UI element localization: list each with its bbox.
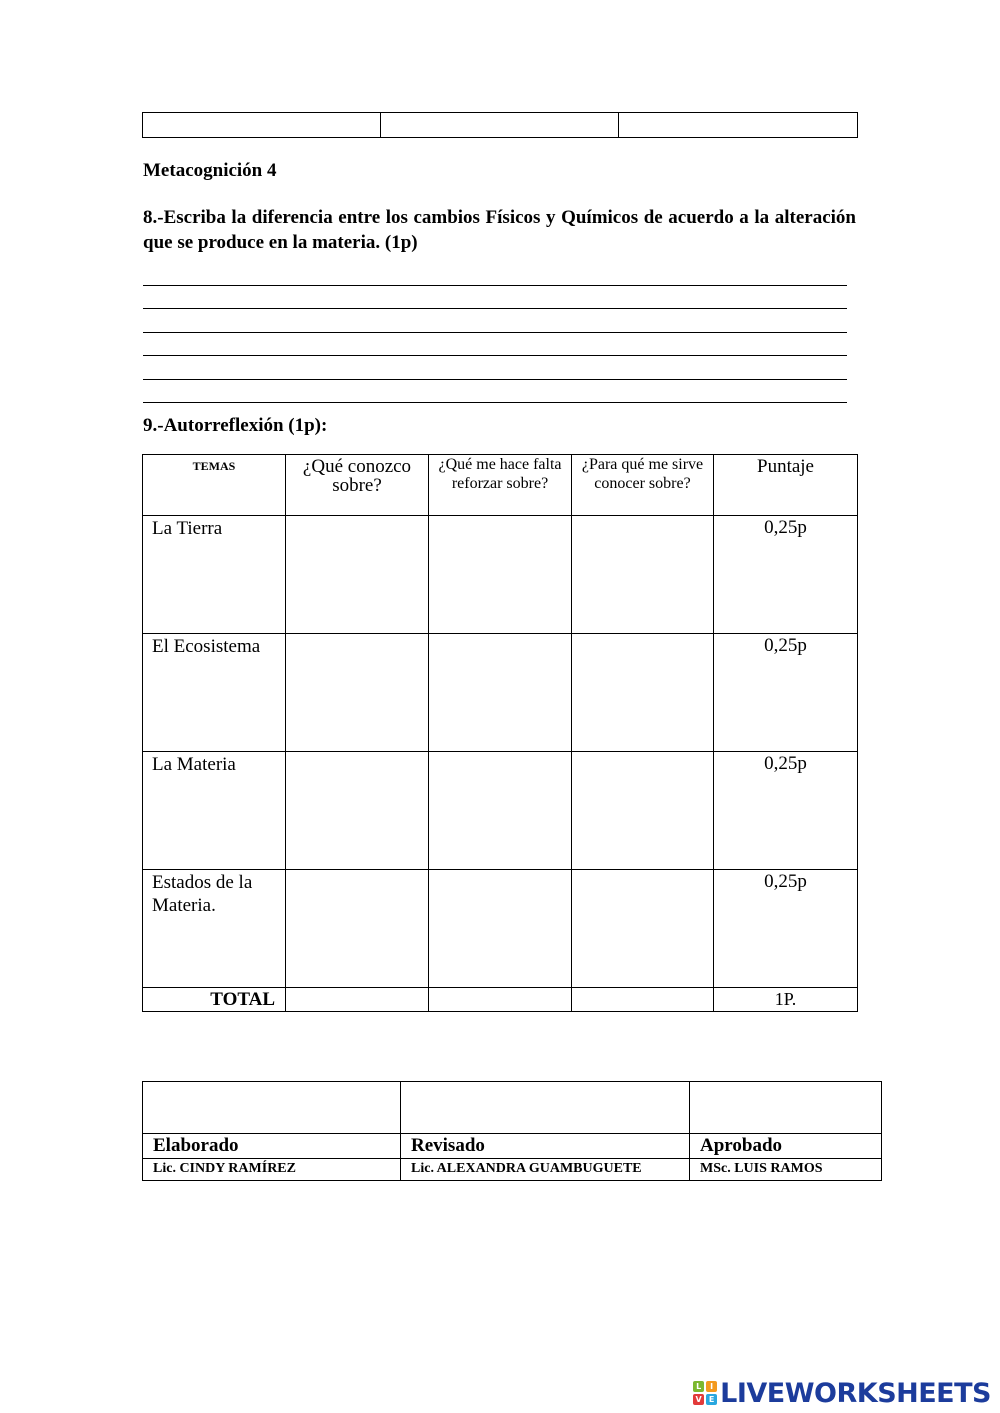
question-8-text: 8.-Escriba la diferencia entre los cambios Físicos y Químicos de acuerdo a la alteración que se produce en la materia. (1p) (143, 207, 856, 253)
total-blank-cell (286, 988, 429, 1012)
blank-cell[interactable] (143, 113, 381, 138)
answer-cell[interactable] (286, 634, 429, 752)
top-blank-table (142, 112, 858, 138)
header-que-conozco: ¿Qué conozco sobre? (286, 455, 429, 516)
answer-line[interactable] (143, 380, 847, 404)
logo-letter: V (693, 1394, 704, 1405)
total-score: 1P. (714, 988, 858, 1012)
logo-letter: L (693, 1381, 704, 1392)
header-que-reforzar: ¿Qué me hace falta reforzar sobre? (429, 455, 572, 516)
role-aprobado: Aprobado (690, 1134, 882, 1159)
signature-table (142, 1081, 882, 1181)
signature-space (690, 1082, 882, 1134)
section-title: Metacognición 4 (143, 160, 277, 181)
table-row (143, 752, 858, 870)
score-cell: 0,25p (714, 516, 858, 634)
answer-line[interactable] (143, 309, 847, 333)
role-elaborado: Elaborado (143, 1134, 401, 1159)
table-row (143, 516, 858, 634)
logo-letter: I (706, 1381, 717, 1392)
answer-cell[interactable] (572, 516, 714, 634)
total-row (143, 988, 858, 1012)
total-blank-cell (572, 988, 714, 1012)
header-para-que-sirve: ¿Para qué me sirve conocer sobre? (572, 455, 714, 516)
answer-line[interactable] (143, 333, 847, 357)
total-label: TOTAL (143, 988, 286, 1012)
header-temas: TEMAS (143, 455, 286, 516)
header-puntaje: Puntaje (714, 455, 858, 516)
topic-cell: La Materia (143, 752, 286, 870)
topic-cell: Estados de la Materia. (143, 870, 286, 988)
blank-cell[interactable] (381, 113, 619, 138)
name-elaborado: Lic. CINDY RAMÍREZ (143, 1159, 401, 1181)
logo-letter: E (706, 1394, 717, 1405)
answer-cell[interactable] (572, 634, 714, 752)
score-cell: 0,25p (714, 634, 858, 752)
topic-cell: La Tierra (143, 516, 286, 634)
table-row (143, 870, 858, 988)
signature-space (143, 1082, 401, 1134)
total-blank-cell (429, 988, 572, 1012)
liveworksheets-logo-icon (693, 1381, 717, 1405)
answer-line[interactable] (143, 262, 847, 286)
answer-cell[interactable] (286, 516, 429, 634)
answer-cell[interactable] (429, 870, 572, 988)
answer-lines[interactable] (143, 262, 847, 403)
role-revisado: Revisado (401, 1134, 690, 1159)
table-row (143, 634, 858, 752)
liveworksheets-brand[interactable] (693, 1373, 991, 1413)
answer-line[interactable] (143, 286, 847, 310)
name-aprobado: MSc. LUIS RAMOS (690, 1159, 882, 1181)
answer-cell[interactable] (429, 752, 572, 870)
answer-line[interactable] (143, 356, 847, 380)
answer-cell[interactable] (286, 752, 429, 870)
brand-text: LIVEWORKSHEETS (720, 1377, 991, 1409)
reflection-table (142, 454, 858, 1012)
question-9-title: 9.-Autorreflexión (1p): (143, 415, 328, 436)
answer-cell[interactable] (286, 870, 429, 988)
score-cell: 0,25p (714, 870, 858, 988)
blank-cell[interactable] (619, 113, 858, 138)
answer-cell[interactable] (572, 870, 714, 988)
answer-cell[interactable] (572, 752, 714, 870)
answer-cell[interactable] (429, 516, 572, 634)
score-cell: 0,25p (714, 752, 858, 870)
signature-space (401, 1082, 690, 1134)
name-revisado: Lic. ALEXANDRA GUAMBUGUETE (401, 1159, 690, 1181)
reflection-header-row (143, 455, 858, 516)
answer-cell[interactable] (429, 634, 572, 752)
topic-cell: El Ecosistema (143, 634, 286, 752)
